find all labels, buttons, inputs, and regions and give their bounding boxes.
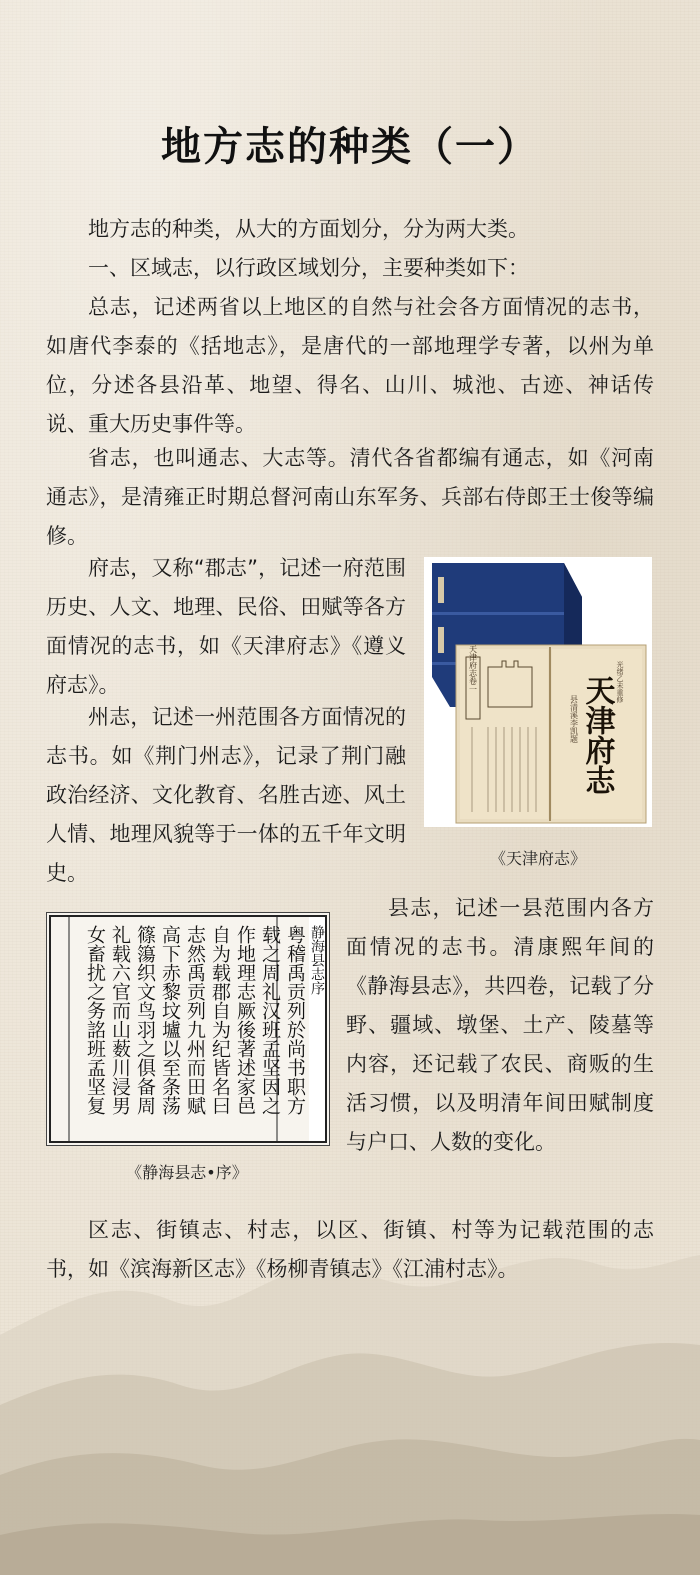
paragraph-fuzhi: 府志，又称“郡志”，记述一府范围历史、人文、地理、民俗、田赋等各方面情况的志书，如《天津府志》《遵义府志》。 (46, 556, 406, 697)
paragraph-regional: 一、区域志，以行政区域划分，主要种类如下： (88, 256, 529, 280)
jinghai-preface-image (46, 912, 330, 1146)
paragraph-zhouzhi: 州志，记述一州范围各方面情况的志书。如《荆门州志》，记录了荆门融政治经济、文化教育、名胜古迹、风土人情、地理风貌等于一体的五千年文明史。 (46, 705, 406, 885)
preface-column: 女畜扰之务詺班孟坚复 (84, 925, 106, 1115)
paragraph-shengzhi: 省志，也叫通志、大志等。清代各省都编有通志，如《河南通志》，是清雍正时期总督河南山东军务、兵部右侍郎王士俊等编修。 (46, 446, 654, 548)
paragraph-xianzhi: 县志，记述一县范围内各方面情况的志书。清康熙年间的《静海县志》，共四卷，记载了分野、疆域、墩堡、土产、陵墓等内容，还记载了农民、商贩的生活习惯，以及明清年间田赋制度与户口、人数的变化。 (346, 896, 654, 1154)
paragraph-zongzhi: 总志，记述两省以上地区的自然与社会各方面情况的志书，如唐代李泰的《括地志》，是唐代的一部地理学专著，以州为单位，分述各县沿革、地望、得名、山川、城池、古迹、神话传说、重大历史事件等。 (46, 295, 654, 436)
preface-column: 篠簜织文鸟羽之俱备周 (134, 925, 156, 1115)
svg-text:光绪乙未重修: 光绪乙未重修 (616, 661, 624, 703)
preface-column: 志然禹贡列九州而田赋 (184, 925, 206, 1115)
svg-text:县清溪李凯题: 县清溪李凯题 (569, 695, 579, 743)
svg-text:天津府志卷一: 天津府志卷一 (468, 645, 478, 693)
jinghai-caption: 《静海县志•序》 (126, 1163, 248, 1182)
preface-column: 自为载郡自为纪皆名曰 (209, 925, 231, 1115)
page-title: 地方志的种类（一） (161, 123, 539, 170)
left-page-title (468, 645, 478, 693)
preface-column: 高下赤黎坟壚以至条荡 (159, 925, 181, 1115)
tianjin-caption: 《天津府志》 (489, 849, 586, 868)
preface-column: 礼载六官而山薮川浸男 (109, 925, 131, 1115)
paragraph-quzhi: 区志、街镇志、村志，以区、街镇、村等为记载范围的志书，如《滨海新区志》《杨柳青镇志》《江浦村志》。 (46, 1218, 654, 1281)
paragraph-intro: 地方志的种类，从大的方面划分，分为两大类。 (88, 217, 529, 241)
preface-header: 静海县志序 (309, 925, 325, 995)
preface-text-columns (84, 925, 306, 1116)
tianjin-fuzhi-image (424, 557, 652, 827)
preface-column: 载之周礼汉班孟坚因之 (259, 925, 281, 1115)
preface-column: 作地理志厥後著述家邑 (234, 925, 256, 1115)
svg-text:天津府志: 天津府志 (579, 675, 615, 795)
preface-column: 粤稽禹贡列於尚书职方 (284, 925, 306, 1115)
